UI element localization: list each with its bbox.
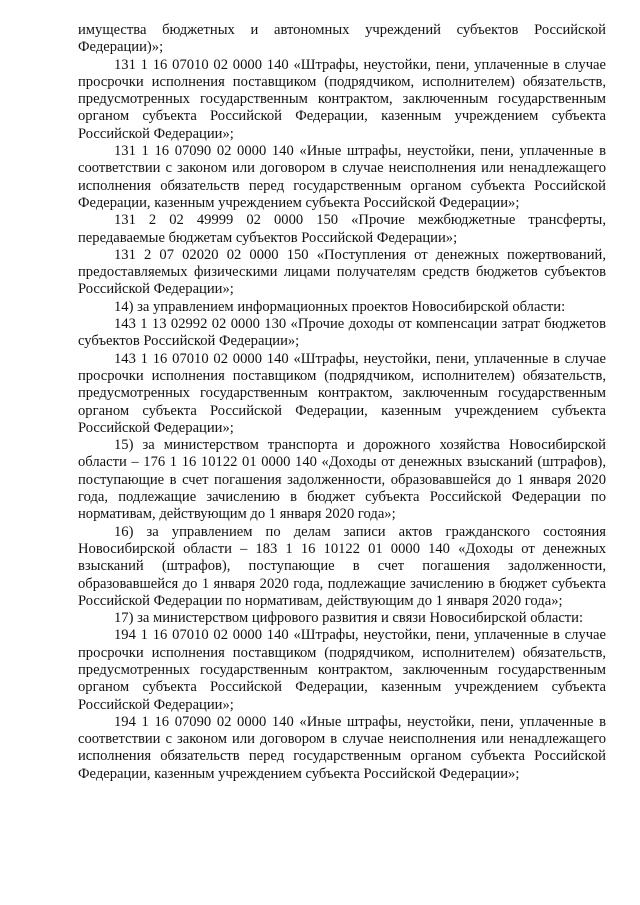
paragraph-194-other-fines: 194 1 16 07090 02 0000 140 «Иные штрафы, неустойки, пени, уплаченные в соответствии с законом или договором в случае неисполнения или ненадлежащего исполнения обязательств перед государственным органом субъекта Российской Федерации, казенным учреждением субъекта Российской Федерации»; [78, 713, 606, 782]
paragraph-131-donations: 131 2 07 02020 02 0000 150 «Поступления от денежных пожертвований, предоставляемых физическими лицами получателям средств бюджетов субъектов Российской Федерации»; [78, 246, 606, 298]
paragraph-continuation: имущества бюджетных и автономных учреждений субъектов Российской Федерации)»; [78, 22, 606, 56]
paragraph-131-other-fines: 131 1 16 07090 02 0000 140 «Иные штрафы, неустойки, пени, уплаченные в соответствии с законом или договором в случае неисполнения или ненадлежащего исполнения обязательств перед государственным органом субъекта Российской Федерации, казенным учреждением субъекта Российской Федерации»; [78, 143, 606, 211]
paragraph-194-fines-contract: 194 1 16 07010 02 0000 140 «Штрафы, неустойки, пени, уплаченные в случае просрочки исполнения поставщиком (подрядчиком, исполнителем) обязательств, предусмотренных государственным контрактом, заключенным государственным органом субъекта Российской Федерации, казенным учреждением субъекта Российской Федерации»; [78, 627, 606, 713]
paragraph-item-15-transport: 15) за министерством транспорта и дорожного хозяйства Новосибирской области – 176 1 16 10122 01 0000 140 «Доходы от денежных взысканий (штрафов), поступающие в счет погашения задолженности, образовавшейся до 1 января 2020 года, подлежащие зачислению в бюджет субъекта Российской Федерации по нормативам, действующим до 1 января 2020 года»; [78, 437, 606, 523]
paragraph-item-16-civil-registry: 16) за управлением по делам записи актов гражданского состояния Новосибирской области – 183 1 16 10122 01 0000 140 «Доходы от денежных взысканий (штрафов), поступающие в счет погашения задолженности, образовавшейся до 1 января 2020 года, подлежащие зачислению в бюджет субъекта Российской Федерации по нормативам, действующим до 1 января 2020 года»; [78, 523, 606, 609]
paragraph-131-fines-contract: 131 1 16 07010 02 0000 140 «Штрафы, неустойки, пени, уплаченные в случае просрочки исполнения поставщиком (подрядчиком, исполнителем) обязательств, предусмотренных государственным контрактом, заключенным государственным органом субъекта Российской Федерации, казенным учреждением субъекта Российской Федерации»; [78, 56, 606, 142]
paragraph-143-fines-contract: 143 1 16 07010 02 0000 140 «Штрафы, неустойки, пени, уплаченные в случае просрочки исполнения поставщиком (подрядчиком, исполнителем) обязательств, предусмотренных государственным контрактом, заключенным государственным органом субъекта Российской Федерации, казенным учреждением субъекта Российской Федерации»; [78, 350, 606, 436]
paragraph-item-14-heading: 14) за управлением информационных проектов Новосибирской области: [114, 298, 566, 315]
paragraph-131-transfers: 131 2 02 49999 02 0000 150 «Прочие межбюджетные трансферты, передаваемые бюджетам субъектов Российской Федерации»; [78, 212, 606, 246]
paragraph-item-17-heading: 17) за министерством цифрового развития и связи Новосибирской области: [114, 610, 584, 627]
paragraph-143-cost-compensation: 143 1 13 02992 02 0000 130 «Прочие доходы от компенсации затрат бюджетов субъектов Российской Федерации»; [78, 316, 606, 350]
